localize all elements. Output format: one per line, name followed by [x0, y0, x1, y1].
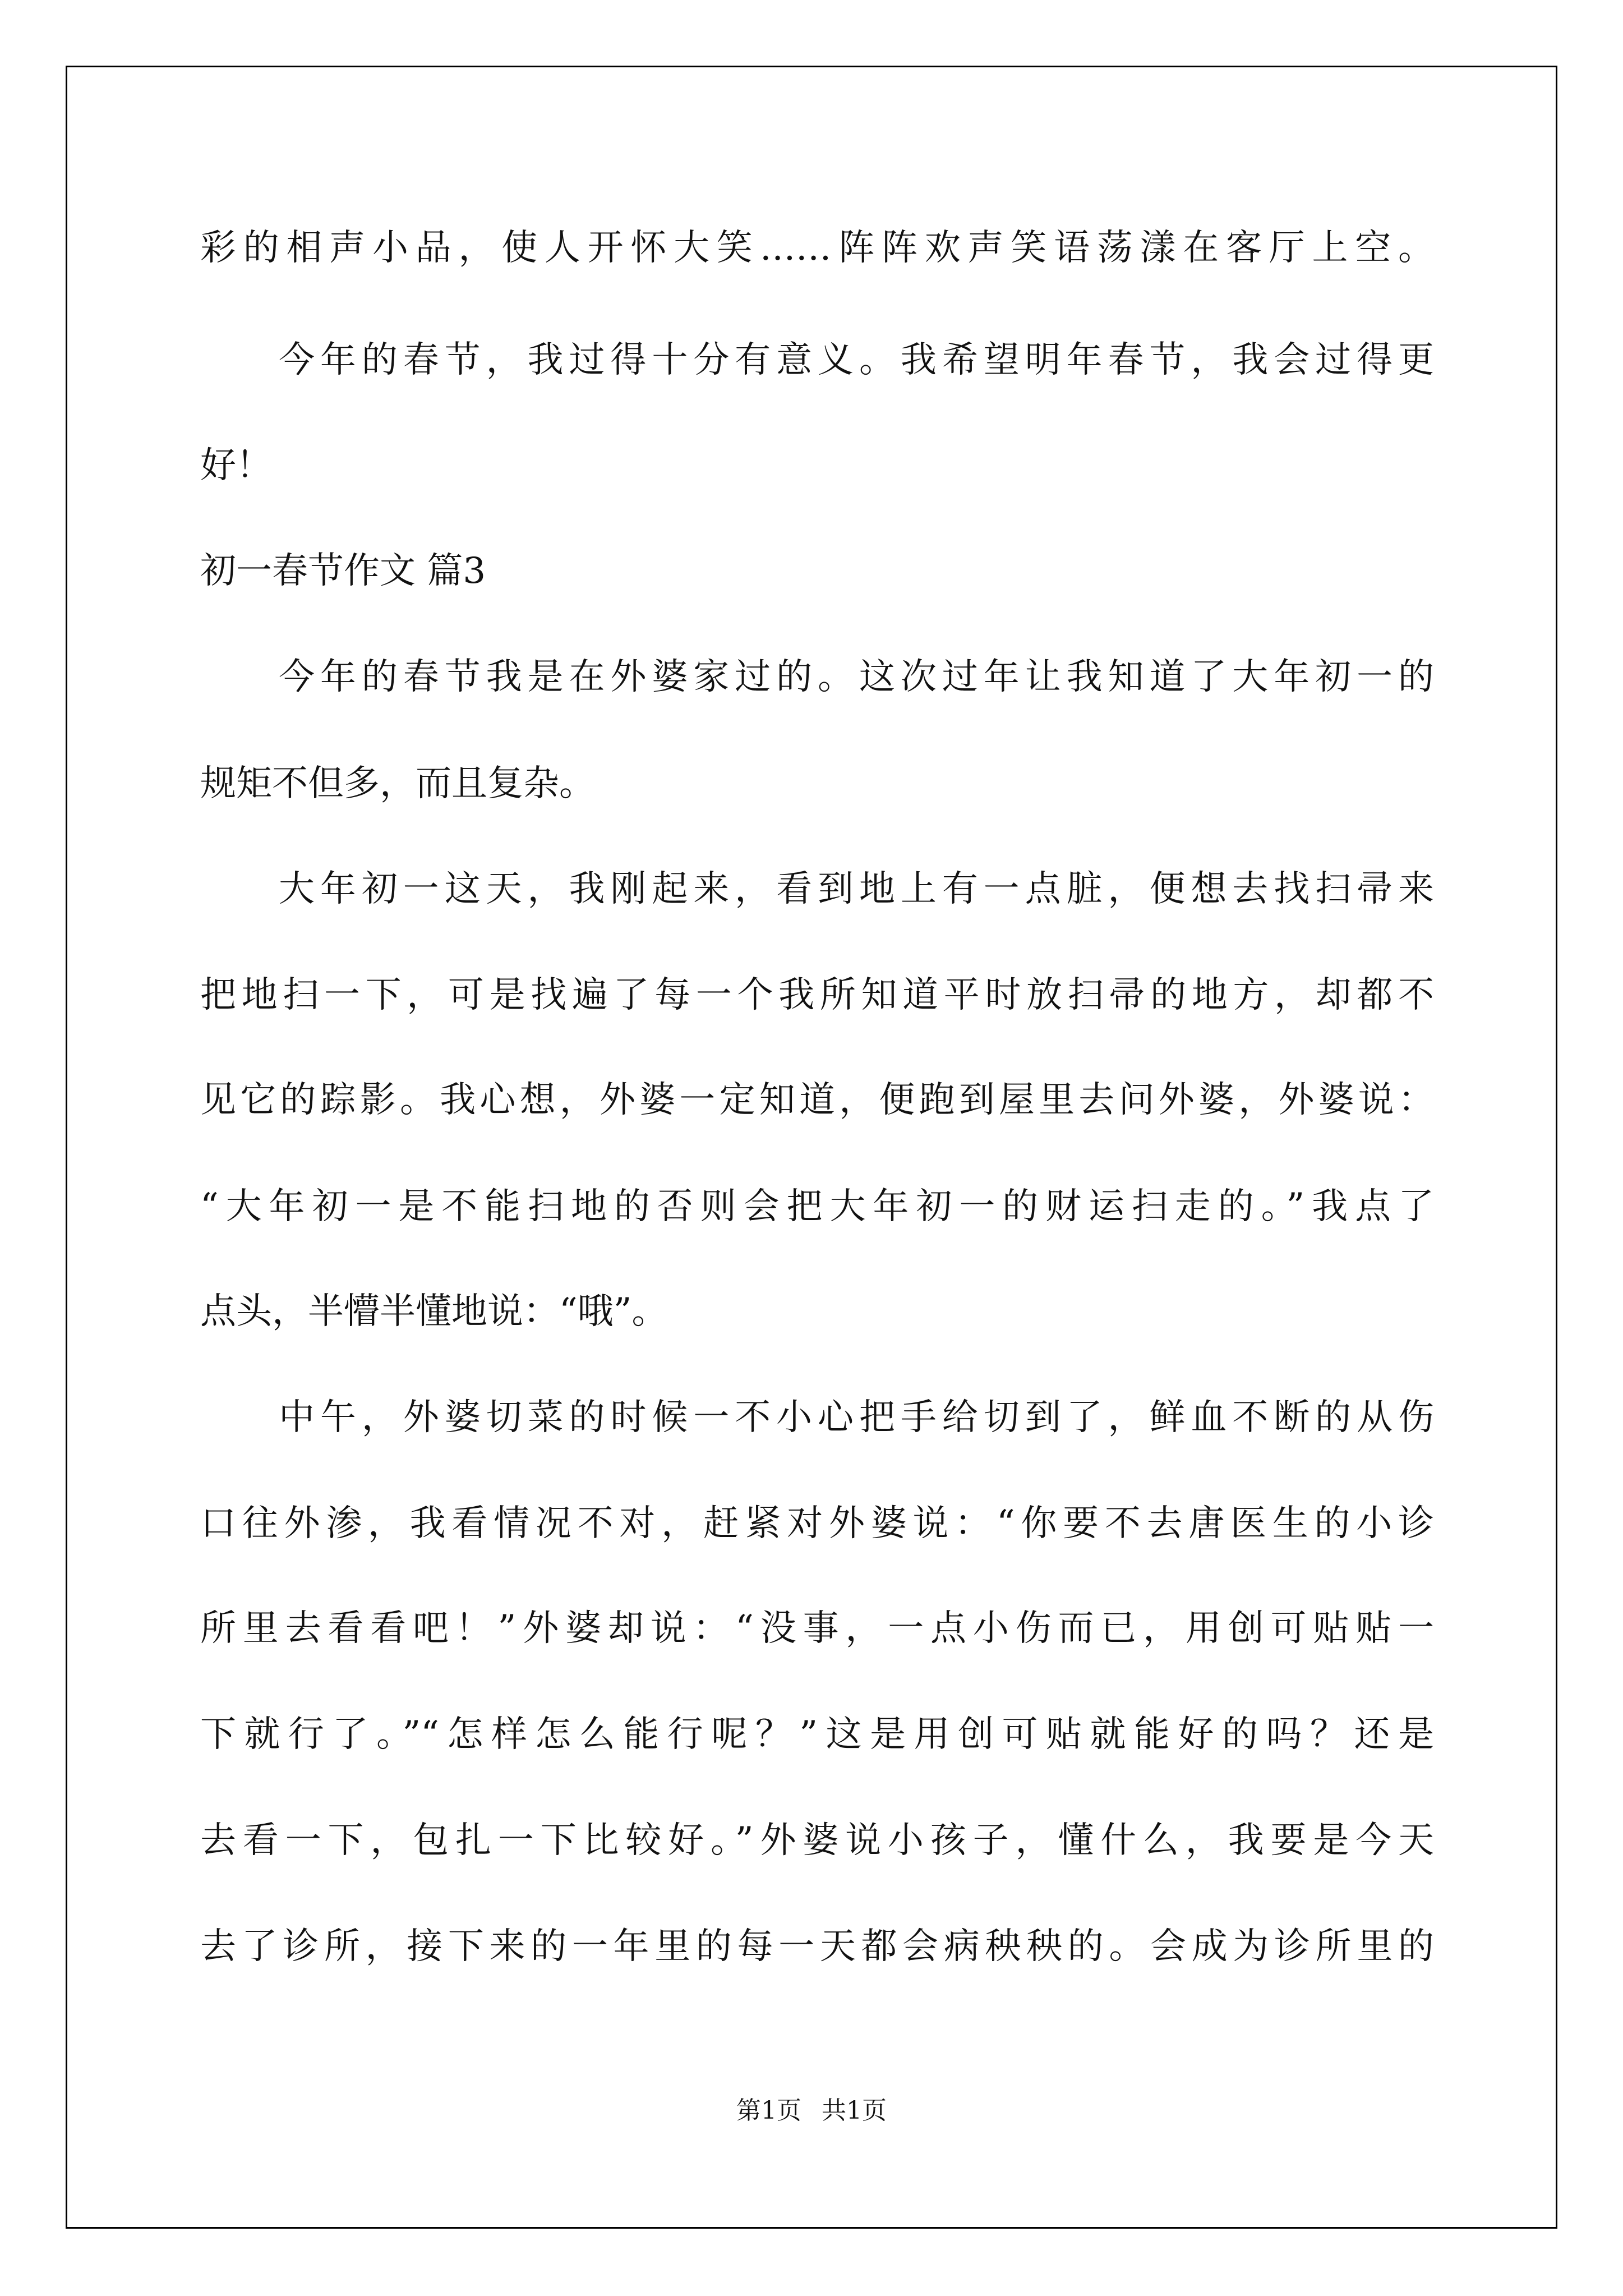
paragraph-line: 点头，半懵半懂地说：“哦”。 — [200, 1291, 668, 1332]
paragraph-line: 规矩不但多，而且复杂。 — [200, 763, 595, 804]
paragraph-line: 中午，外婆切菜的时候一不小心把手给切到了，鲜血不断的从伤 — [279, 1397, 1434, 1438]
paragraph-line: “大年初一是不能扫地的否则会把大年初一的财运扫走的。”我点了 — [200, 1186, 1434, 1227]
page-border — [66, 66, 1557, 2229]
paragraph-line: 彩的相声小品，使人开怀大笑……阵阵欢声笑语荡漾在客厅上空。 — [200, 227, 1434, 269]
paragraph-line: 去看一下，包扎一下比较好。”外婆说小孩子，懂什么，我要是今天 — [200, 1820, 1434, 1861]
paragraph-line: 去了诊所，接下来的一年里的每一天都会病秧秧的。会成为诊所里的 — [200, 1926, 1434, 1967]
paragraph-line: 把地扫一下，可是找遍了每一个我所知道平时放扫帚的地方，却都不 — [200, 974, 1434, 1016]
paragraph-line: 所里去看看吧！”外婆却说：“没事，一点小伤而已，用创可贴贴一 — [200, 1608, 1434, 1649]
paragraph-line: 大年初一这天，我刚起来，看到地上有一点脏，便想去找扫帚来 — [279, 868, 1434, 910]
paragraph-line: 下就行了。”“怎样怎么能行呢？”这是用创可贴就能好的吗？还是 — [200, 1714, 1434, 1755]
page-number: 第1页 — [736, 2096, 801, 2125]
page-footer — [0, 2094, 1623, 2128]
paragraph-line: 口往外渗，我看情况不对，赶紧对外婆说：“你要不去唐医生的小诊 — [200, 1503, 1434, 1544]
paragraph-line: 今年的春节我是在外婆家过的。这次过年让我知道了大年初一的 — [279, 656, 1434, 698]
section-heading: 初一春节作文 篇3 — [200, 550, 486, 592]
paragraph-line: 好！ — [200, 445, 272, 486]
page-total: 共1页 — [822, 2096, 887, 2125]
paragraph-line: 见它的踪影。我心想，外婆一定知道，便跑到屋里去问外婆，外婆说： — [200, 1079, 1434, 1121]
paragraph-line: 今年的春节，我过得十分有意义。我希望明年春节，我会过得更 — [279, 339, 1434, 381]
